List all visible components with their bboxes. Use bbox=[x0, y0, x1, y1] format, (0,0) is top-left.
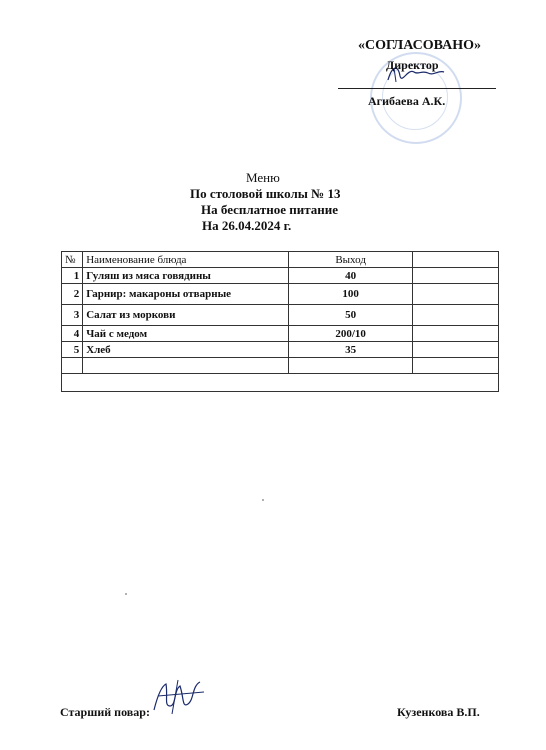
signature-line bbox=[338, 88, 496, 89]
header-line-1: Меню bbox=[246, 170, 280, 185]
row-num: 3 bbox=[62, 305, 83, 326]
row-output: 40 bbox=[289, 268, 413, 284]
menu-table bbox=[61, 251, 499, 392]
row-num: 1 bbox=[62, 268, 83, 284]
cook-signature bbox=[148, 676, 210, 718]
row-name: Чай с медом bbox=[83, 326, 289, 342]
row-output: 100 bbox=[289, 284, 413, 305]
row-output: 200/10 bbox=[289, 326, 413, 342]
row-num: 4 bbox=[62, 326, 83, 342]
table-header-row bbox=[62, 252, 499, 268]
table-row-empty bbox=[62, 358, 499, 374]
header-line-4: На 26.04.2024 г. bbox=[202, 218, 292, 233]
menu-header bbox=[150, 170, 400, 234]
row-output bbox=[289, 358, 413, 374]
row-name: Гуляш из мяса говядины bbox=[83, 268, 289, 284]
scan-speck bbox=[262, 499, 264, 501]
row-extra bbox=[413, 342, 499, 358]
table-row bbox=[62, 342, 499, 358]
approval-role: Директор bbox=[386, 58, 439, 72]
table-row bbox=[62, 284, 499, 305]
table-row-summary bbox=[62, 374, 499, 392]
row-extra bbox=[413, 305, 499, 326]
row-name: Хлеб bbox=[83, 342, 289, 358]
row-num: 2 bbox=[62, 284, 83, 305]
col-header-output: Выход bbox=[289, 252, 413, 268]
col-header-name: Наименование блюда bbox=[83, 252, 289, 268]
row-name bbox=[83, 358, 289, 374]
footer-name: Кузенкова В.П. bbox=[397, 705, 480, 719]
col-header-num: № bbox=[62, 252, 83, 268]
row-extra bbox=[413, 326, 499, 342]
row-num: 5 bbox=[62, 342, 83, 358]
row-extra bbox=[413, 268, 499, 284]
row-name: Салат из моркови bbox=[83, 305, 289, 326]
table-row bbox=[62, 305, 499, 326]
summary-cell bbox=[62, 374, 499, 392]
col-header-extra bbox=[413, 252, 499, 268]
header-line-3: На бесплатное питание bbox=[201, 202, 339, 217]
footer-role: Старший повар: bbox=[60, 705, 150, 719]
approval-title: «СОГЛАСОВАНО» bbox=[358, 38, 481, 53]
row-output: 50 bbox=[289, 305, 413, 326]
table-row bbox=[62, 268, 499, 284]
row-name: Гарнир: макароны отварные bbox=[83, 284, 289, 305]
row-extra bbox=[413, 284, 499, 305]
row-extra bbox=[413, 358, 499, 374]
header-line-2: По столовой школы № 13 bbox=[190, 186, 341, 201]
row-num bbox=[62, 358, 83, 374]
approval-name: Агибаева А.К. bbox=[368, 94, 446, 108]
table-row bbox=[62, 326, 499, 342]
row-output: 35 bbox=[289, 342, 413, 358]
scan-speck bbox=[125, 593, 127, 595]
